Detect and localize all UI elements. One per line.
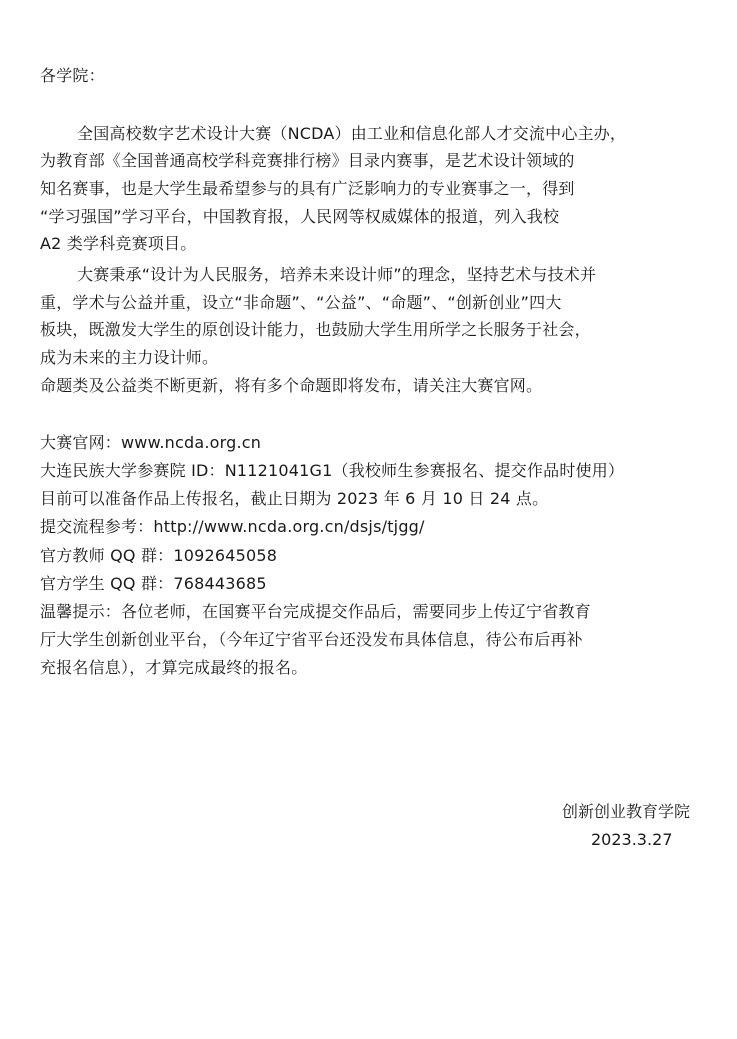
paragraph1-line-5: A2 类学科竞赛项目。 <box>40 234 197 253</box>
signature-date: 2023.3.27 <box>591 830 673 849</box>
reminder-line-2: 厅大学生创新创业平台，（今年辽宁省平台还没发布具体信息，待公布后再补 <box>40 630 583 649</box>
submission-process-line: 提交流程参考：http://www.ncda.org.cn/dsjs/tjgg/ <box>40 517 425 536</box>
paragraph1-line-2: 为教育部《全国普通高校学科竞赛排行榜》目录内赛事，是艺术设计领域的 <box>40 151 575 170</box>
paragraph1-line-3: 知名赛事，也是大学生最希望参与的具有广泛影响力的专业赛事之一，得到 <box>40 179 575 198</box>
reminder-line-1: 温馨提示：各位老师，在国赛平台完成提交作品后，需要同步上传辽宁省教育 <box>40 602 591 621</box>
reminder-line-3: 充报名信息），才算完成最终的报名。 <box>40 658 308 677</box>
signature-organization: 创新创业教育学院 <box>562 802 691 821</box>
deadline-line: 目前可以准备作品上传报名，截止日期为 2023 年 6 月 10 日 24 点。 <box>40 489 549 508</box>
paragraph1-line-4: “学习强国”学习平台，中国教育报，人民网等权威媒体的报道，列入我校 <box>40 207 560 226</box>
paragraph2-line-3: 板块，既激发大学生的原创设计能力，也鼓励大学生用所学之长服务于社会， <box>40 320 591 339</box>
college-id-line: 大连民族大学参赛院 ID：N1121041G1（我校师生参赛报名、提交作品时使用） <box>40 461 625 480</box>
teacher-qq-group-line: 官方教师 QQ 群：1092645058 <box>40 546 278 565</box>
paragraph1-line-1: 全国高校数字艺术设计大赛（NCDA）由工业和信息化部人才交流中心主办， <box>77 124 627 143</box>
official-website-line: 大赛官网：www.ncda.org.cn <box>40 433 262 452</box>
paragraph2-line-1: 大赛秉承“设计为人民服务，培养未来设计师”的理念，坚持艺术与技术并 <box>77 265 597 284</box>
student-qq-group-line: 官方学生 QQ 群：768443685 <box>40 574 267 593</box>
paragraph2-line-2: 重，学术与公益并重，设立“非命题”、“公益”、“命题”、“创新创业”四大 <box>40 293 562 312</box>
salutation: 各学院： <box>40 66 105 85</box>
paragraph3: 命题类及公益类不断更新，将有多个命题即将发布，请关注大赛官网。 <box>40 376 543 395</box>
paragraph2-line-4: 成为未来的主力设计师。 <box>40 348 219 367</box>
